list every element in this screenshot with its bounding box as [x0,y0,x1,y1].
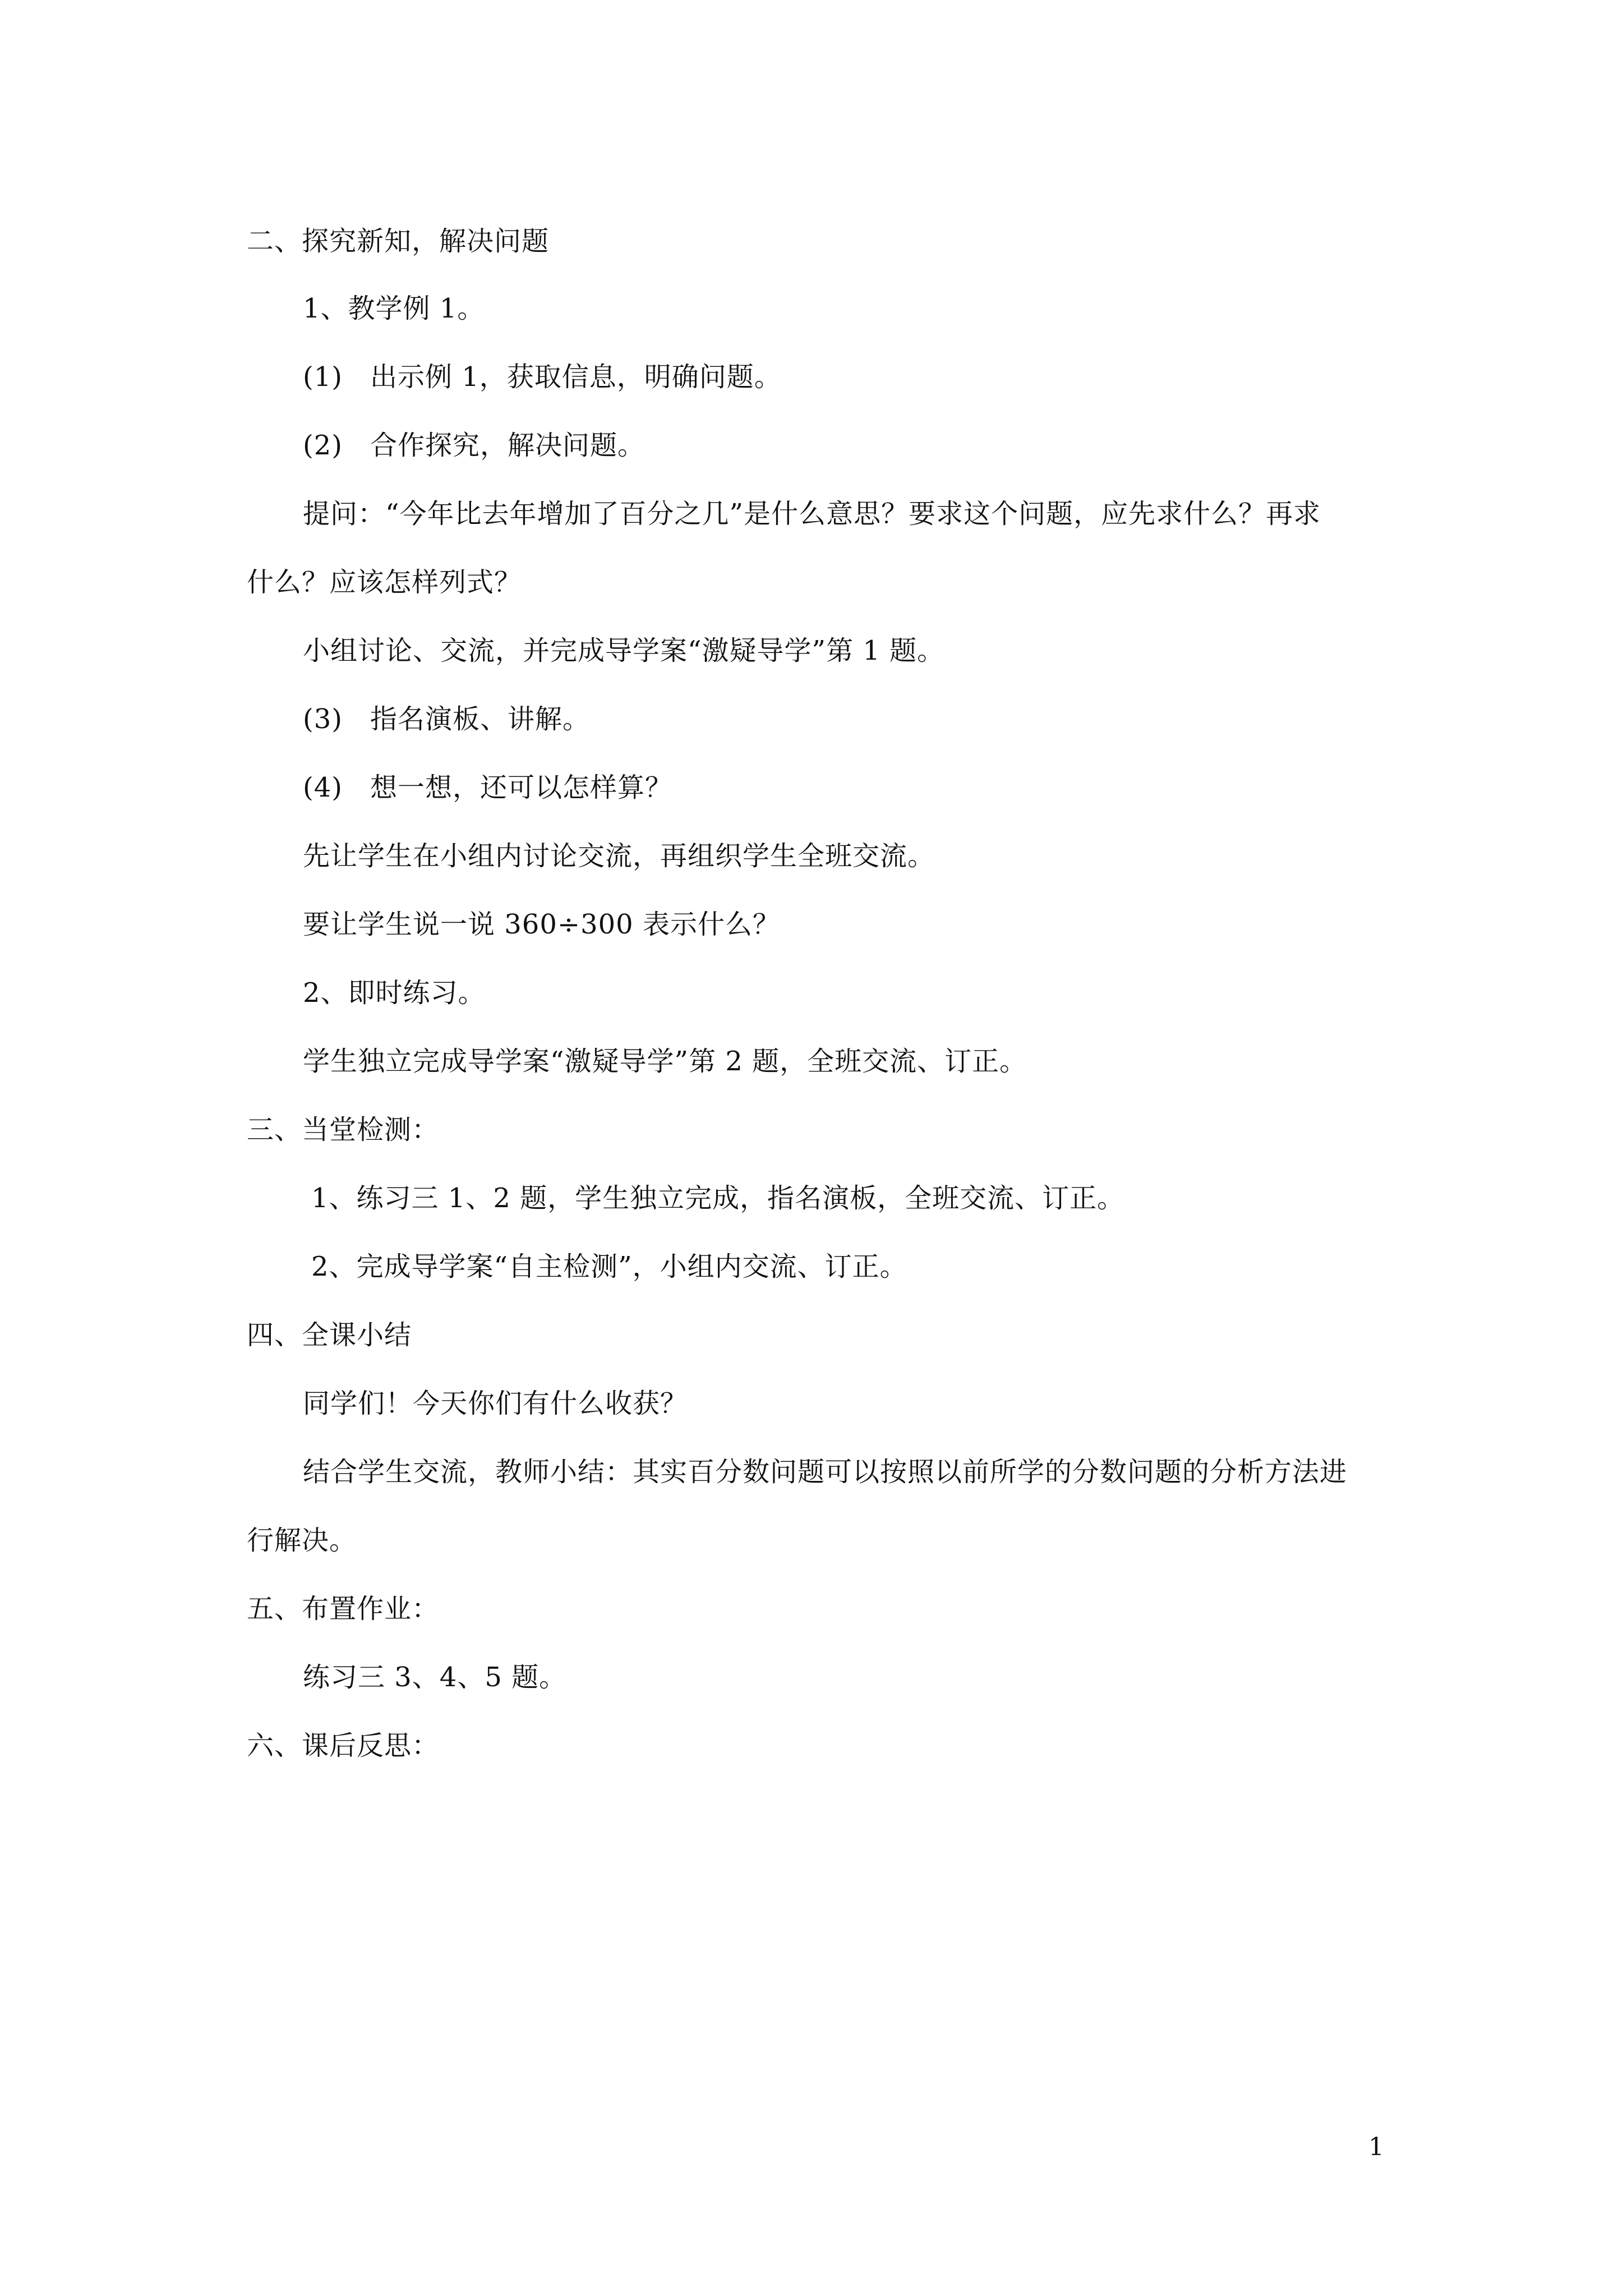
paragraph-line: 结合学生交流，教师小结：其实百分数问题可以按照以前所学的分数问题的分析方法进 [303,1456,1348,1488]
subsection-heading: 2、即时练习。 [303,977,486,1009]
subsection-heading: 1、教学例 1。 [303,293,485,324]
section-heading: 四、全课小结 [247,1319,412,1351]
step-item: (4) 想一想，还可以怎样算？ [303,772,672,803]
paragraph-line: 练习三 3、4、5 题。 [303,1662,567,1693]
paragraph-line: 提问：“今年比去年增加了百分之几”是什么意思？要求这个问题，应先求什么？再求 [303,498,1321,530]
paragraph-line: 学生独立完成导学案“激疑导学”第 2 题，全班交流、订正。 [303,1046,1027,1077]
step-item: (2) 合作探究，解决问题。 [303,430,645,461]
paragraph-line: 要让学生说一说 360÷300 表示什么？ [303,909,780,940]
section-heading: 二、探究新知，解决问题 [247,226,550,257]
paragraph-line: 行解决。 [247,1525,357,1556]
paragraph-line: 先让学生在小组内讨论交流，再组织学生全班交流。 [303,840,935,872]
paragraph-line: 小组讨论、交流，并完成导学案“激疑导学”第 1 题。 [303,635,945,666]
page-number: 1 [1368,2133,1384,2161]
section-heading: 三、当堂检测： [247,1114,440,1145]
paragraph-line: 同学们！今天你们有什么收获？ [303,1388,688,1419]
list-item: 1、练习三 1、2 题，学生独立完成，指名演板，全班交流、订正。 [311,1182,1125,1214]
list-item: 2、完成导学案“自主检测”，小组内交流、订正。 [311,1251,907,1282]
section-heading: 五、布置作业： [247,1593,440,1625]
section-heading: 六、课后反思： [247,1730,440,1761]
paragraph-line: 什么？应该怎样列式？ [247,567,522,598]
step-item: (1) 出示例 1，获取信息，明确问题。 [303,361,782,393]
step-item: (3) 指名演板、讲解。 [303,703,590,735]
